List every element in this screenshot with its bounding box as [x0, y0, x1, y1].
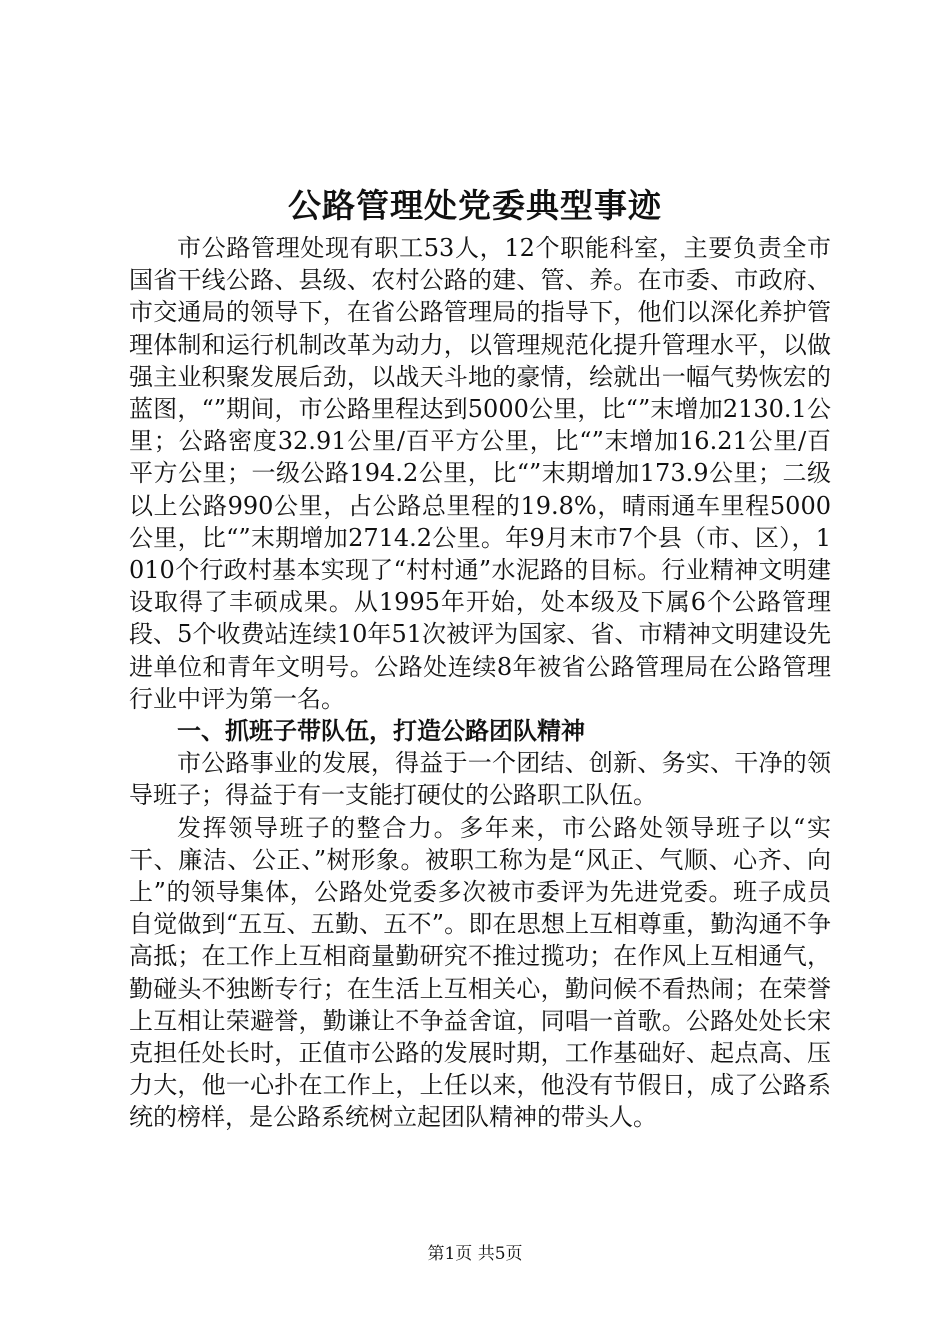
body-paragraph: 市公路事业的发展，得益于一个团结、创新、务实、干净的领导班子；得益于有一支能打硬仗的公路职工队伍。	[129, 749, 831, 810]
page-number-footer: 第1页 共5页	[427, 1244, 523, 1264]
intro-paragraph: 市公路管理处现有职工53人，12个职能科室，主要负责全市国省干线公路、县级、农村公路的建、管、养。在市委、市政府、市交通局的领导下，在省公路管理局的指导下，他们以深化养护管理体制和运行机制改革为动力，以管理规范化提升管理水平，以做强主业积聚发展后劲，以战天斗地的豪情，绘就出一幅气势恢宏的蓝图，“”期间，市公路里程达到5000公里，比“”末增加2130.1公里；公路密度32.91公里/百平方公里，比“”末增加16.21公里/百平方公里；一级公路194.2公里，比“”末期增加173.9公里；二级以上公路990公里，占公路总里程的19.8%，晴雨通车里程5000公里，比“”末期增加2714.2公里。年9月末市7个县（市、区），1010个行政村基本实现了“村村通”水泥路的目标。行业精神文明建设取得了丰硕成果。从1995年开始，处本级及下属6个公路管理段、5个收费站连续10年51次被评为国家、省、市精神文明建设先进单位和青年文明号。公路处连续8年被省公路管理局在公路管理行业中评为第一名。	[129, 234, 831, 713]
document-body	[129, 232, 831, 1134]
section-heading: 一、抓班子带队伍，打造公路团队精神	[177, 717, 585, 746]
body-paragraph: 发挥领导班子的整合力。多年来，市公路处领导班子以“实干、廉洁、公正、”树形象。被职工称为是“风正、气顺、心齐、向上”的领导集体，公路处党委多次被市委评为先进党委。班子成员自觉做到“五互、五勤、五不”。即在思想上互相尊重，勤沟通不争高抵；在工作上互相商量勤研究不推过揽功；在作风上互相通气，勤碰头不独断专行；在生活上互相关心，勤问候不看热闹；在荣誉上互相让荣避誉，勤谦让不争益舍谊，同唱一首歌。公路处处长宋克担任处长时，正值市公路的发展时期，工作基础好、起点高、压力大，他一心扑在工作上，上任以来，他没有节假日，成了公路系统的榜样，是公路系统树立起团队精神的带头人。	[129, 813, 831, 1132]
document-title: 公路管理处党委典型事迹	[288, 186, 662, 225]
